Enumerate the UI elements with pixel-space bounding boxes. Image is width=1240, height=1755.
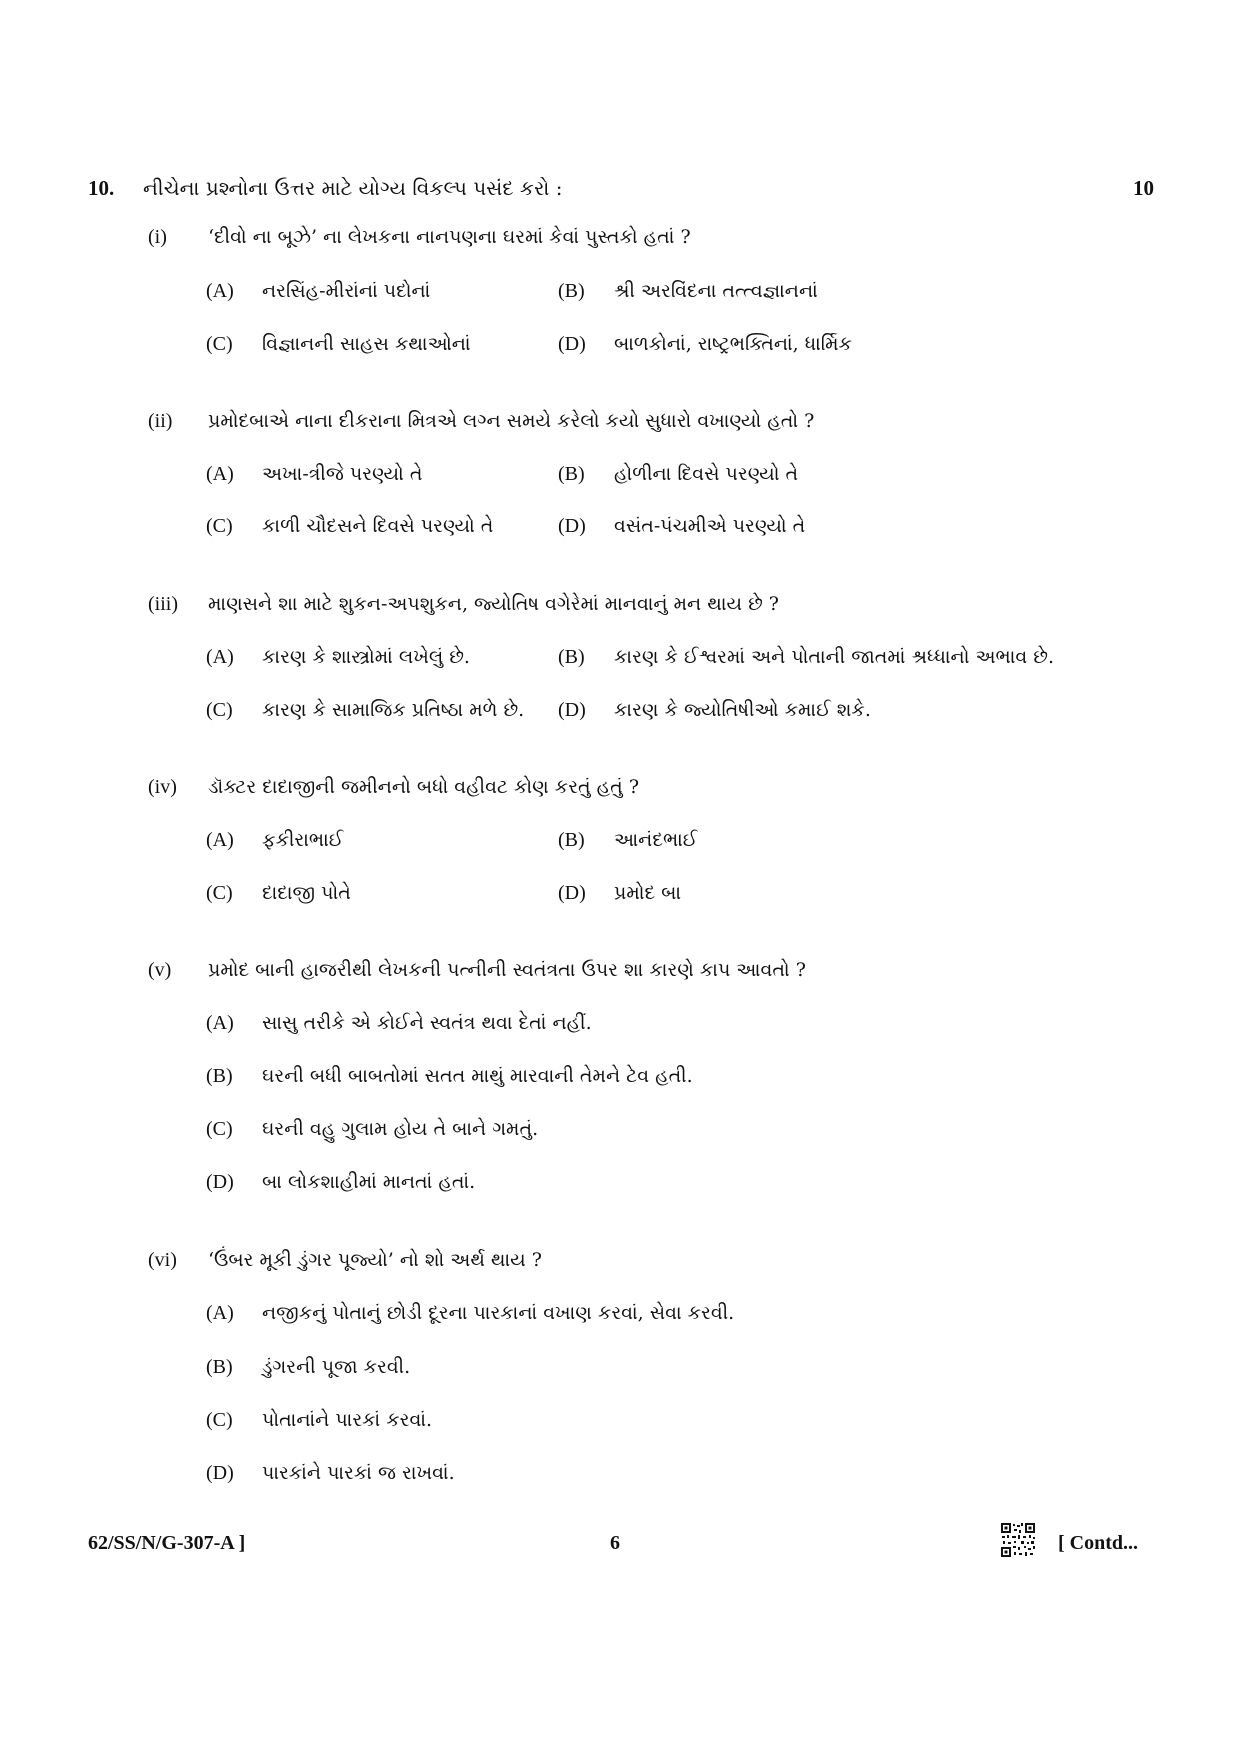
option-label: (A)	[206, 1012, 234, 1034]
option-label: (D)	[558, 699, 586, 721]
option-text: હોળીના દિવસે પરણ્યો તે	[614, 463, 799, 485]
subquestion-label: (iii)	[148, 593, 178, 615]
question-number: 10.	[88, 176, 115, 200]
option-text: ડુંગરની પૂજા કરવી.	[262, 1356, 411, 1378]
option-c	[206, 1409, 432, 1432]
subquestion-text: માણસને શા માટે શુકન-અપશુકન, જ્યોતિષ વગેરેમાં માનવાનું મન થાય છે ?	[208, 593, 779, 615]
option-b	[558, 280, 818, 303]
option-d	[558, 333, 852, 356]
question-header	[88, 172, 1154, 208]
option-label: (C)	[206, 1409, 233, 1431]
option-text: બાળકોનાં, રાષ્ટ્રભક્તિનાં, ધાર્મિક	[614, 333, 852, 355]
option-c	[206, 515, 493, 538]
option-a	[206, 463, 422, 486]
option-label: (D)	[558, 515, 586, 537]
option-label: (B)	[558, 463, 585, 485]
option-label: (B)	[206, 1356, 233, 1378]
option-b	[206, 1356, 410, 1379]
option-b	[558, 646, 1054, 669]
subquestion-label: (ii)	[148, 410, 173, 432]
subquestion-label: (vi)	[148, 1249, 177, 1271]
option-label: (D)	[558, 333, 586, 355]
option-text: ફકીરાભાઈ	[262, 829, 344, 851]
option-label: (C)	[206, 882, 233, 904]
option-c	[206, 882, 351, 905]
page-number: 6	[610, 1532, 620, 1554]
option-text: કારણ કે સામાજિક પ્રતિષ્ઠા મળે છે.	[262, 699, 525, 721]
option-label: (B)	[558, 829, 585, 851]
option-text: વિજ્ઞાનની સાહસ કથાઓનાં	[262, 333, 471, 355]
option-a	[206, 1302, 734, 1325]
subquestion-label: (i)	[148, 226, 167, 248]
option-label: (C)	[206, 333, 233, 355]
subquestion-text: ડૉક્ટર દાદાજીની જમીનનો બધો વહીવટ કોણ કરતું હતું ?	[208, 776, 639, 798]
subquestion-text: પ્રમોદબાએ નાના દીકરાના મિત્રએ લગ્ન સમયે કરેલો કયો સુધારો વખાણ્યો હતો ?	[208, 410, 815, 432]
option-text: ઘરની બધી બાબતોમાં સતત માથું મારવાની તેમને ટેવ હતી.	[262, 1065, 693, 1087]
option-text: ઘરની વહુ ગુલામ હોય તે બાને ગમતું.	[262, 1118, 539, 1140]
option-text: પ્રમોદ બા	[614, 882, 682, 904]
option-text: નરસિંહ-મીરાંનાં પદોનાં	[262, 280, 431, 302]
continued-marker: [ Contd...	[1058, 1532, 1139, 1554]
option-label: (A)	[206, 463, 234, 485]
option-label: (A)	[206, 1302, 234, 1324]
option-label: (A)	[206, 280, 234, 302]
option-label: (C)	[206, 699, 233, 721]
option-text: પોતાનાંને પારકાં કરવાં.	[262, 1409, 433, 1431]
option-text: પારકાંને પારકાં જ રાખવાં.	[262, 1462, 455, 1484]
option-text: કારણ કે ઈશ્વરમાં અને પોતાની જાતમાં શ્રધ્ધાનો અભાવ છે.	[614, 646, 1054, 668]
option-c	[206, 1118, 538, 1141]
subquestion-label: (v)	[148, 959, 172, 981]
paper-code: 62/SS/N/G-307-A ]	[88, 1532, 246, 1554]
option-text: બા લોકશાહીમાં માનતાં હતાં.	[262, 1171, 476, 1193]
option-text: નજીકનું પોતાનું છોડી દૂરના પારકાનાં વખાણ કરવાં, સેવા કરવી.	[262, 1302, 735, 1324]
option-c	[206, 699, 524, 722]
option-d	[558, 699, 871, 722]
option-a	[206, 1012, 592, 1035]
option-b	[558, 829, 697, 852]
subquestion-text: ‘ઉંબર મૂકી ડુંગર પૂજ્યો’ નો શો અર્થ થાય ?	[208, 1249, 542, 1271]
subquestion-text: પ્રમોદ બાની હાજરીથી લેખકની પત્નીની સ્વતંત્રતા ઉપર શા કારણે કાપ આવતો ?	[208, 959, 806, 981]
option-d	[206, 1462, 455, 1485]
option-label: (D)	[558, 882, 586, 904]
option-a	[206, 280, 430, 303]
option-b	[206, 1065, 693, 1088]
option-text: કારણ કે જ્યોતિષીઓ કમાઈ શકે.	[614, 699, 871, 721]
subquestion-label: (iv)	[148, 776, 177, 798]
option-text: દાદાજી પોતે	[262, 882, 351, 904]
option-label: (A)	[206, 646, 234, 668]
option-text: સાસુ તરીકે એ કોઈને સ્વતંત્ર થવા દેતાં નહીં.	[262, 1012, 592, 1034]
option-text: શ્રી અરવિંદના તત્ત્વજ્ઞાનનાં	[614, 280, 818, 302]
option-a	[206, 829, 343, 852]
option-d	[206, 1171, 475, 1194]
option-label: (B)	[558, 280, 585, 302]
option-text: કારણ કે શાસ્ત્રોમાં લખેલું છે.	[262, 646, 470, 668]
option-d	[558, 515, 805, 538]
option-label: (D)	[206, 1171, 234, 1193]
option-a	[206, 646, 470, 669]
option-text: કાળી ચૌદસને દિવસે પરણ્યો તે	[262, 515, 494, 537]
option-label: (C)	[206, 1118, 233, 1140]
option-label: (C)	[206, 515, 233, 537]
option-label: (B)	[206, 1065, 233, 1087]
option-text: અખા-ત્રીજે પરણ્યો તે	[262, 463, 423, 485]
option-text: વસંત-પંચમીએ પરણ્યો તે	[614, 515, 806, 537]
option-label: (D)	[206, 1462, 234, 1484]
option-b	[558, 463, 798, 486]
option-label: (B)	[558, 646, 585, 668]
subquestion-text: ‘દીવો ના બૂઝે’ ના લેખકના નાનપણના ઘરમાં કેવાં પુસ્તકો હતાં ?	[208, 226, 691, 248]
qr-code-icon	[1000, 1522, 1036, 1558]
option-text: આનંદભાઈ	[614, 829, 698, 851]
question-marks: 10	[1133, 176, 1154, 200]
option-label: (A)	[206, 829, 234, 851]
option-d	[558, 882, 681, 905]
option-c	[206, 333, 471, 356]
question-text: નીચેના પ્રશ્નોના ઉત્તર માટે યોગ્ય વિકલ્પ પસંદ કરો :	[143, 176, 563, 200]
